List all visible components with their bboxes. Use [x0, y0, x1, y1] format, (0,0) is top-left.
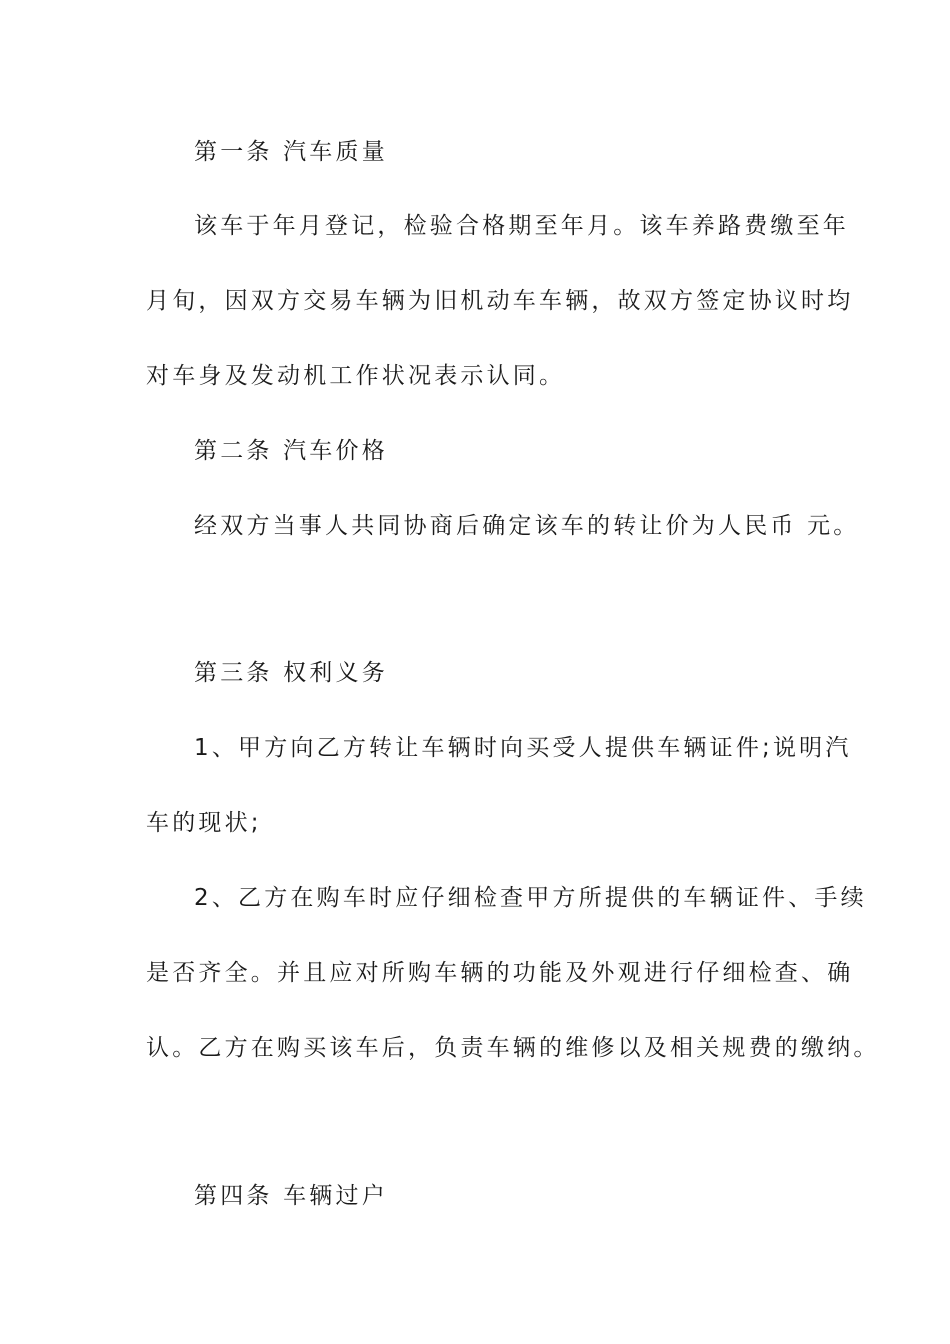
article-3-item-2-line-2: 是否齐全。并且应对所购车辆的功能及外观进行仔细检查、确 — [146, 960, 854, 986]
article-1-paragraph-line-1: 该车于年月登记，检验合格期至年月。该车养路费缴至年 — [194, 213, 849, 239]
article-1-paragraph-line-3: 对车身及发动机工作状况表示认同。 — [146, 363, 566, 389]
article-3-item-2-line-1: 2、乙方在购车时应仔细检查甲方所提供的车辆证件、手续 — [194, 885, 867, 911]
article-2-paragraph-line-1: 经双方当事人共同协商后确定该车的转让价为人民币 元。 — [194, 513, 860, 539]
article-2-heading: 第二条 汽车价格 — [194, 438, 388, 464]
article-3-heading: 第三条 权利义务 — [194, 660, 388, 686]
article-4-heading: 第四条 车辆过户 — [194, 1183, 388, 1209]
article-3-item-1-line-2: 车的现状; — [146, 810, 262, 836]
article-1-paragraph-line-2: 月旬，因双方交易车辆为旧机动车车辆，故双方签定协议时均 — [146, 288, 854, 314]
article-1-heading: 第一条 汽车质量 — [194, 139, 388, 165]
article-3-item-2-line-3: 认。乙方在购买该车后，负责车辆的维修以及相关规费的缴纳。 — [146, 1035, 880, 1061]
article-3-item-1-line-1: 1、甲方向乙方转让车辆时向买受人提供车辆证件;说明汽 — [194, 735, 852, 761]
